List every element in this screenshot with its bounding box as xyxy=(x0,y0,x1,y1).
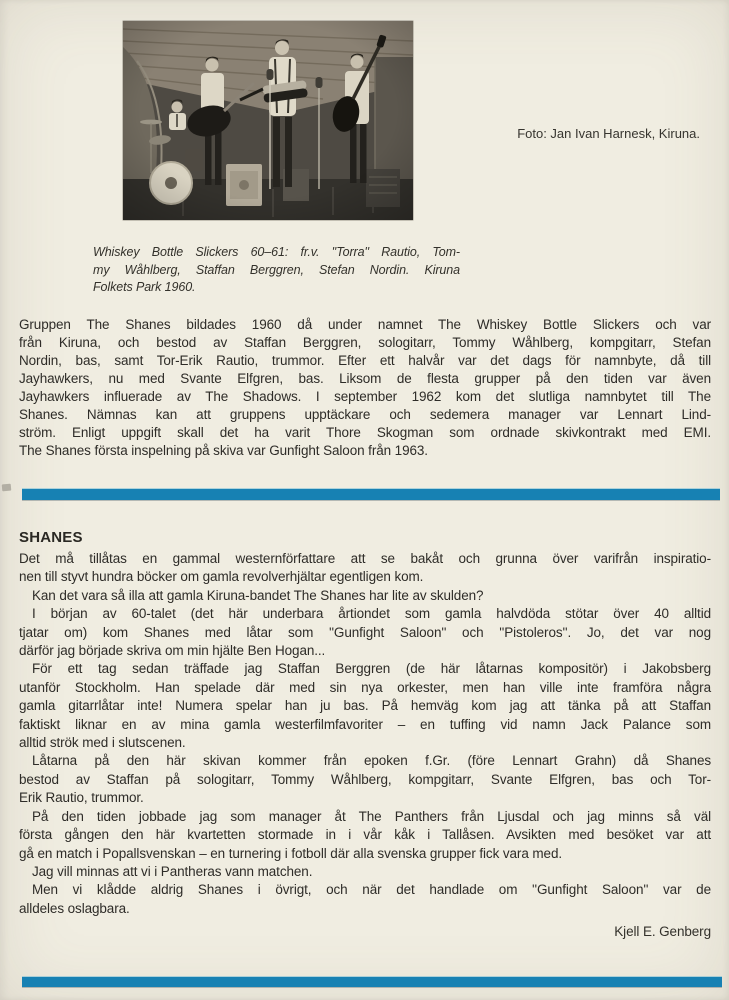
text-line: första gången den här kvartetten stormade in i vår kåk i Tallåsen. Avsikten med besöket var att xyxy=(19,827,711,843)
text-line: från Kiruna, och bestod av Staffan Berggren, sologitarr, Tommy Wåhlberg, kompgitarr, Stefan xyxy=(19,335,711,350)
text-line: På den tiden jobbade jag som manager åt The Panthers från Ljusdal och jag minns så väl xyxy=(32,808,711,824)
band-photo xyxy=(123,21,413,220)
text-line: Gruppen The Shanes bildades 1960 då under namnet The Whiskey Bottle Slickers och var xyxy=(19,317,711,332)
author-signature: Kjell E. Genberg xyxy=(614,924,711,940)
band-photo-image xyxy=(123,21,413,220)
paragraph xyxy=(19,316,711,460)
text-line: Folkets Park 1960. xyxy=(93,280,196,294)
section-heading: SHANES xyxy=(19,529,83,546)
text-line: gamla gitarrlåtar inte! Numera spelar han ju bas. På hemväg kom jag att tänka på att Staffan xyxy=(19,698,711,714)
text-line: my Wåhlberg, Staffan Berggren, Stefan Nordin. Kiruna xyxy=(93,262,460,277)
text-line: tjatar om) kom Shanes med låtar som ''Gunfight Saloon'' och ''Pistoleros''. Jo, det var nog xyxy=(19,624,711,640)
text-line: I början av 60-talet (det här underbara årtiondet som gamla halvdöda stötar över 40 alltid xyxy=(32,606,711,622)
paragraph xyxy=(19,550,711,587)
text-line: Jayhawkers influerade av The Shadows. I september 1962 kom det slutliga namnbytet till The xyxy=(19,389,711,404)
text-line: alltid strök med i slutscenen. xyxy=(19,735,186,751)
section-divider-bar xyxy=(22,489,720,500)
text-line: För ett tag sedan träffade jag Staffan Berggren (de här låtarnas kompositör) i Jakobsberg xyxy=(32,661,711,677)
paragraph xyxy=(19,881,711,918)
text-line: Whiskey Bottle Slickers 60–61: fr.v. ''Torra'' Rautio, Tom- xyxy=(93,245,460,259)
text-line: Det må tillåtas en gammal westernförfattare att se bakåt och grunna över varifrån inspiratio- xyxy=(19,551,711,566)
text-line: därför jag började skriva om min hjälte Ben Hogan... xyxy=(19,643,326,659)
text-line: bestod av Staffan på sologitarr, Tommy Wåhlberg, kompgitarr, Svante Elfgren, bas och Tor- xyxy=(19,771,711,787)
intro-text xyxy=(19,316,711,460)
text-line: Jayhawkers, nu med Svante Elfgren, bas. Liksom de flesta grupper på den tiden var även xyxy=(19,371,711,386)
paragraph xyxy=(19,587,711,605)
article-section xyxy=(19,528,711,941)
text-line: Nordin, bas, samt Tor-Erik Rautio, trummor. Efter ett halvår var det dags för namnbyte, då till xyxy=(19,353,711,368)
text-line: faktiskt liknar en av mina gamla westerfilmfavoriter – en tuffing vid namn Jack Palance som xyxy=(19,716,711,732)
paragraph xyxy=(19,808,711,863)
text-line: Låtarna på den här skivan kommer från epoken f.Gr. (före Lennart Grahn) då Shanes xyxy=(32,753,711,769)
text-line: Jag vill minnas att vi i Pantheras vann matchen. xyxy=(32,863,313,879)
scan-artifact xyxy=(2,484,12,492)
text-line: gå en match i Popallsvenskan – en turnering i fotboll där alla svenska grupper fick vara med. xyxy=(19,845,563,861)
photo-caption xyxy=(93,244,460,297)
footer-divider-bar xyxy=(22,977,722,987)
text-line: Men vi klådde aldrig Shanes i övrigt, och när det handlade om ''Gunfight Saloon'' var de xyxy=(32,882,711,898)
article-text xyxy=(19,550,711,918)
text-line: ström. Enligt uppgift skall det ha varit Thore Skogman som ordnade skivkontrakt med EMI. xyxy=(19,425,711,440)
text-line: Erik Rautio, trummor. xyxy=(19,790,144,806)
paragraph xyxy=(19,863,711,881)
paragraph xyxy=(19,605,711,660)
text-line: The Shanes första inspelning på skiva var Gunfight Saloon från 1963. xyxy=(19,443,428,458)
text-line: Kan det vara så illa att gamla Kiruna-bandet The Shanes har lite av skulden? xyxy=(32,587,484,603)
text-line: utanför Stockholm. Han spelade där med sin nya orkester, men han ville inte framföra några xyxy=(19,679,711,695)
paragraph xyxy=(19,752,711,807)
paragraph xyxy=(19,660,711,752)
photo-credit: Foto: Jan Ivan Harnesk, Kiruna. xyxy=(517,126,700,141)
text-line: nen till styvt hundra böcker om gamla revolverhjältar egentligen kom. xyxy=(19,569,424,585)
text-line: Shanes. Nämnas kan att gruppens upptäckare och sedemera manager var Lennart Lind- xyxy=(19,407,711,422)
text-line: alldeles oslagbara. xyxy=(19,900,130,916)
